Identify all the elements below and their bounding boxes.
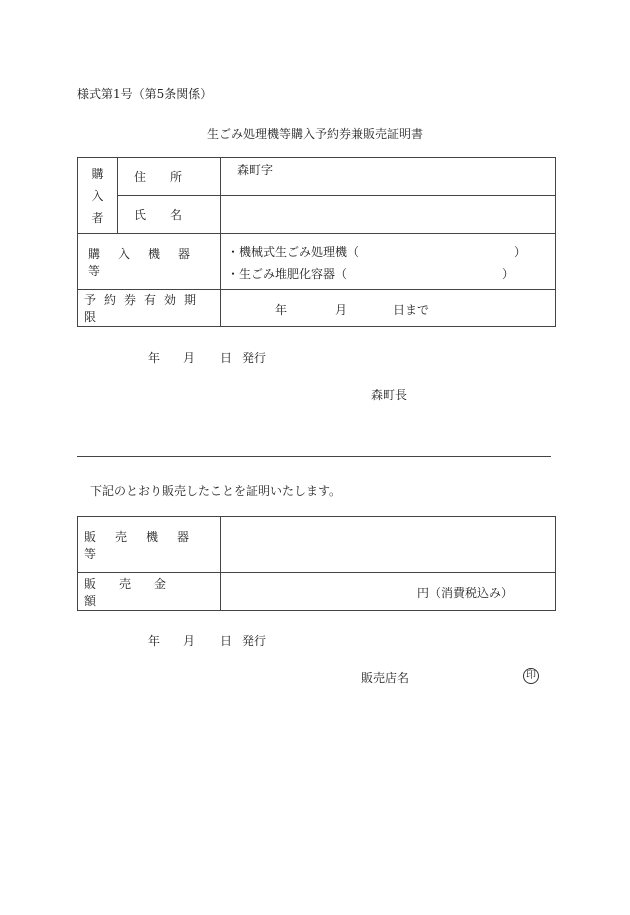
validity-label-cell [78, 290, 221, 327]
sales-equipment-label-cell [78, 517, 221, 573]
issue1-year: 年 [148, 351, 161, 365]
seal-mark: 印 [523, 668, 539, 684]
equipment-item-2-close: ） [502, 267, 515, 281]
equipment-items-cell[interactable] [221, 234, 556, 290]
validity-label: 予約券有効期限 [84, 293, 205, 324]
issue2-day: 日 [220, 634, 233, 648]
certification-text: 下記のとおり販売したことを証明いたします。 [90, 484, 342, 498]
document-title: 生ごみ処理機等購入予約券兼販売証明書 [206, 127, 423, 141]
equipment-label: 購入機器等 [88, 246, 209, 278]
issue2-issued: 発行 [242, 634, 267, 648]
buyer-char-2: 入 [91, 188, 104, 203]
section-divider [77, 456, 551, 457]
address-label-cell [118, 158, 221, 196]
sales-equipment-value-cell[interactable] [221, 517, 556, 573]
address-value: 森町字 [237, 163, 274, 177]
name-label-cell [118, 196, 221, 234]
issue1-day: 日 [220, 351, 233, 365]
buyer-char-3: 者 [91, 210, 104, 225]
name-label: 氏 名 [134, 208, 183, 222]
name-value-cell[interactable] [221, 196, 556, 234]
equipment-item-1: ・機械式生ごみ処理機（ [227, 245, 360, 259]
reservation-table [77, 157, 556, 327]
sales-amount-label-cell [78, 573, 221, 611]
sales-table [77, 516, 556, 611]
buyer-group-label [78, 158, 118, 234]
buyer-char-1: 購 [91, 166, 104, 181]
validity-value-cell[interactable] [221, 290, 556, 327]
sales-amount-label: 販売金額 [84, 576, 190, 608]
sales-amount-unit: 円（消費税込み） [417, 586, 514, 600]
issue1-month: 月 [183, 351, 196, 365]
validity-day-until: 日まで [393, 303, 430, 317]
address-value-cell[interactable] [221, 158, 556, 196]
mayor-signature: 森町長 [371, 388, 408, 402]
address-label: 住 所 [134, 170, 183, 184]
store-name-label: 販売店名 [361, 671, 410, 685]
issue2-year: 年 [148, 634, 161, 648]
sales-amount-value-cell[interactable] [221, 573, 556, 611]
equipment-item-1-close: ） [514, 245, 527, 259]
sales-equipment-label: 販売機器等 [84, 529, 209, 561]
validity-year: 年 [275, 303, 288, 317]
form-number: 様式第1号（第5条関係） [77, 87, 213, 101]
equipment-label-cell [78, 234, 221, 290]
validity-month: 月 [335, 303, 348, 317]
equipment-item-2: ・生ごみ堆肥化容器（ [227, 267, 348, 281]
issue1-issued: 発行 [242, 351, 267, 365]
issue2-month: 月 [183, 634, 196, 648]
